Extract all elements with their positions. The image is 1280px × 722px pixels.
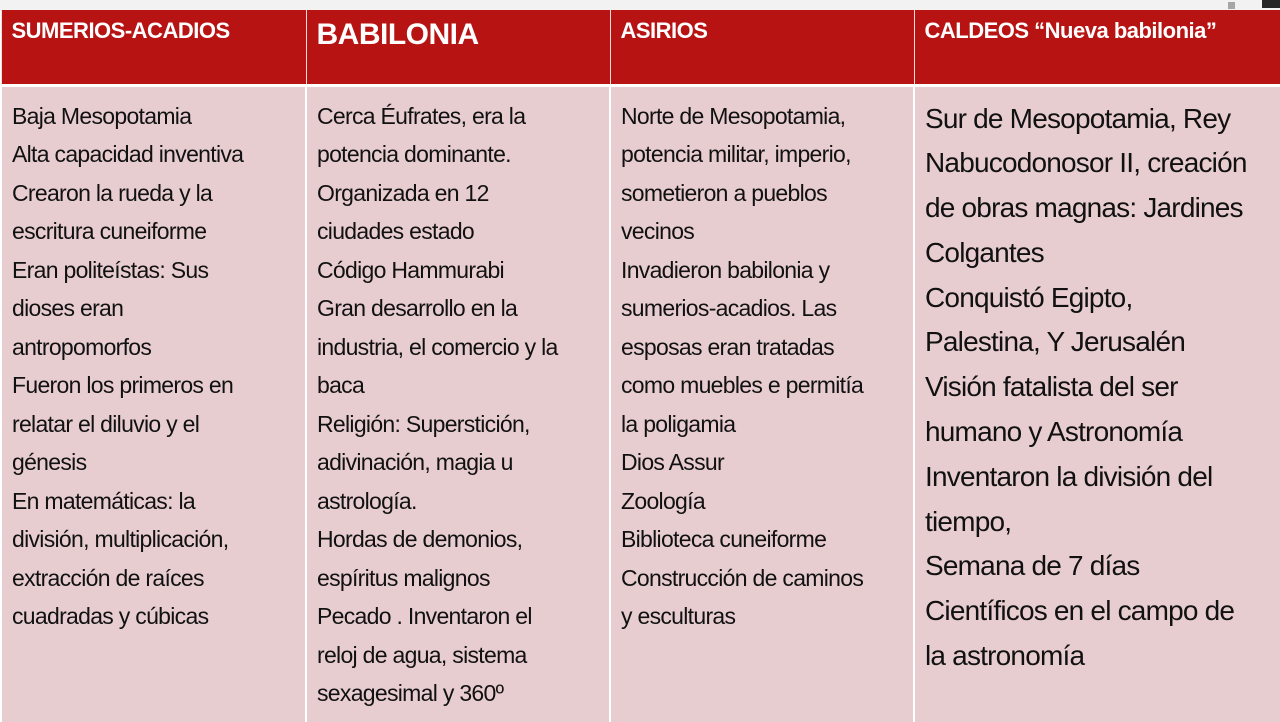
header-caldeos: CALDEOS “Nueva babilonia”	[914, 10, 1280, 85]
text-line: Baja Mesopotamia	[12, 102, 192, 129]
cell-asirios	[610, 85, 914, 722]
text-line: Construcción de caminos	[621, 564, 864, 591]
text-line: humano y Astronomía	[925, 416, 1183, 448]
text-line: Dios Assur	[621, 449, 724, 475]
text-line: dioses eran	[12, 295, 124, 321]
text-line: adivinación, magia u	[317, 449, 513, 475]
text-line: de obras magnas: Jardines	[925, 192, 1243, 224]
text-line: cuadradas y cúbicas	[12, 603, 209, 629]
cell-sumerios-acadios	[1, 85, 306, 722]
text-line: como muebles e permitía	[621, 372, 864, 398]
header-sumerios-acadios: SUMERIOS-ACADIOS	[1, 10, 306, 85]
text-line: antropomorfos	[12, 333, 152, 360]
text-line: vecinos	[621, 218, 695, 244]
text-line: Colgantes	[925, 236, 1044, 268]
header-babilonia: BABILONIA	[306, 10, 610, 85]
text-line: potencia dominante.	[317, 141, 511, 167]
text-line: Eran politeístas: Sus	[12, 256, 209, 283]
civilizations-table	[0, 10, 1280, 722]
cell-babilonia	[306, 85, 610, 722]
text-babilonia	[317, 97, 603, 713]
text-sumerios-acadios	[12, 97, 299, 636]
text-line: En matemáticas: la	[12, 487, 195, 514]
text-line: Cerca Éufrates, era la	[317, 102, 526, 129]
text-line: Semana de 7 días	[925, 550, 1140, 582]
top-strip	[0, 0, 1280, 10]
text-line: Religión: Superstición,	[317, 410, 530, 437]
header-asirios: ASIRIOS	[610, 10, 914, 85]
text-line: Nabucodonosor II, creación	[925, 147, 1247, 179]
text-line: Pecado . Inventaron el	[317, 603, 532, 629]
text-line: Visión fatalista del ser	[925, 371, 1178, 403]
text-line: relatar el diluvio y el	[12, 410, 200, 437]
text-line: extracción de raíces	[12, 564, 204, 591]
text-caldeos	[925, 97, 1274, 679]
text-line: escritura cuneiforme	[12, 218, 207, 244]
text-line: y esculturas	[621, 603, 736, 629]
text-line: Biblioteca cuneiforme	[621, 526, 827, 552]
body-row	[1, 85, 1280, 722]
text-line: sexagesimal y 360º	[317, 680, 504, 706]
text-line: industria, el comercio y la	[317, 333, 558, 360]
text-line: potencia militar, imperio,	[621, 141, 851, 167]
text-line: Invadieron babilonia y	[621, 256, 830, 283]
window-mark-dark	[1262, 0, 1280, 8]
text-line: la astronomía	[925, 640, 1085, 672]
text-line: Hordas de demonios,	[317, 526, 523, 552]
text-line: baca	[317, 372, 365, 398]
text-line: sumerios-acadios. Las	[621, 295, 837, 321]
text-line: la poligamia	[621, 410, 736, 437]
text-line: sometieron a pueblos	[621, 179, 827, 206]
window-mark	[1228, 2, 1235, 9]
header-row	[1, 10, 1280, 85]
text-line: Norte de Mesopotamia,	[621, 102, 846, 129]
text-line: Alta capacidad inventiva	[12, 141, 244, 167]
text-line: génesis	[12, 449, 87, 475]
text-line: ciudades estado	[317, 218, 475, 244]
text-line: esposas eran tratadas	[621, 333, 834, 360]
text-line: reloj de agua, sistema	[317, 641, 527, 668]
text-line: Gran desarrollo en la	[317, 295, 518, 321]
text-line: Fueron los primeros en	[12, 372, 234, 398]
text-line: Código Hammurabi	[317, 256, 504, 283]
text-line: Sur de Mesopotamia, Rey	[925, 102, 1231, 134]
text-line: Palestina, Y Jerusalén	[925, 326, 1185, 358]
text-line: astrología.	[317, 487, 417, 514]
text-line: Científicos en el campo de	[925, 595, 1235, 627]
text-line: Organizada en 12	[317, 179, 489, 206]
text-line: Conquistó Egipto,	[925, 281, 1133, 313]
cell-caldeos	[914, 85, 1280, 722]
text-line: espíritus malignos	[317, 564, 490, 591]
text-line: tiempo,	[925, 505, 1012, 537]
text-line: Crearon la rueda y la	[12, 179, 213, 206]
text-asirios	[621, 97, 907, 636]
text-line: Inventaron la división del	[925, 460, 1213, 492]
text-line: Zoología	[621, 487, 705, 514]
text-line: división, multiplicación,	[12, 526, 229, 552]
